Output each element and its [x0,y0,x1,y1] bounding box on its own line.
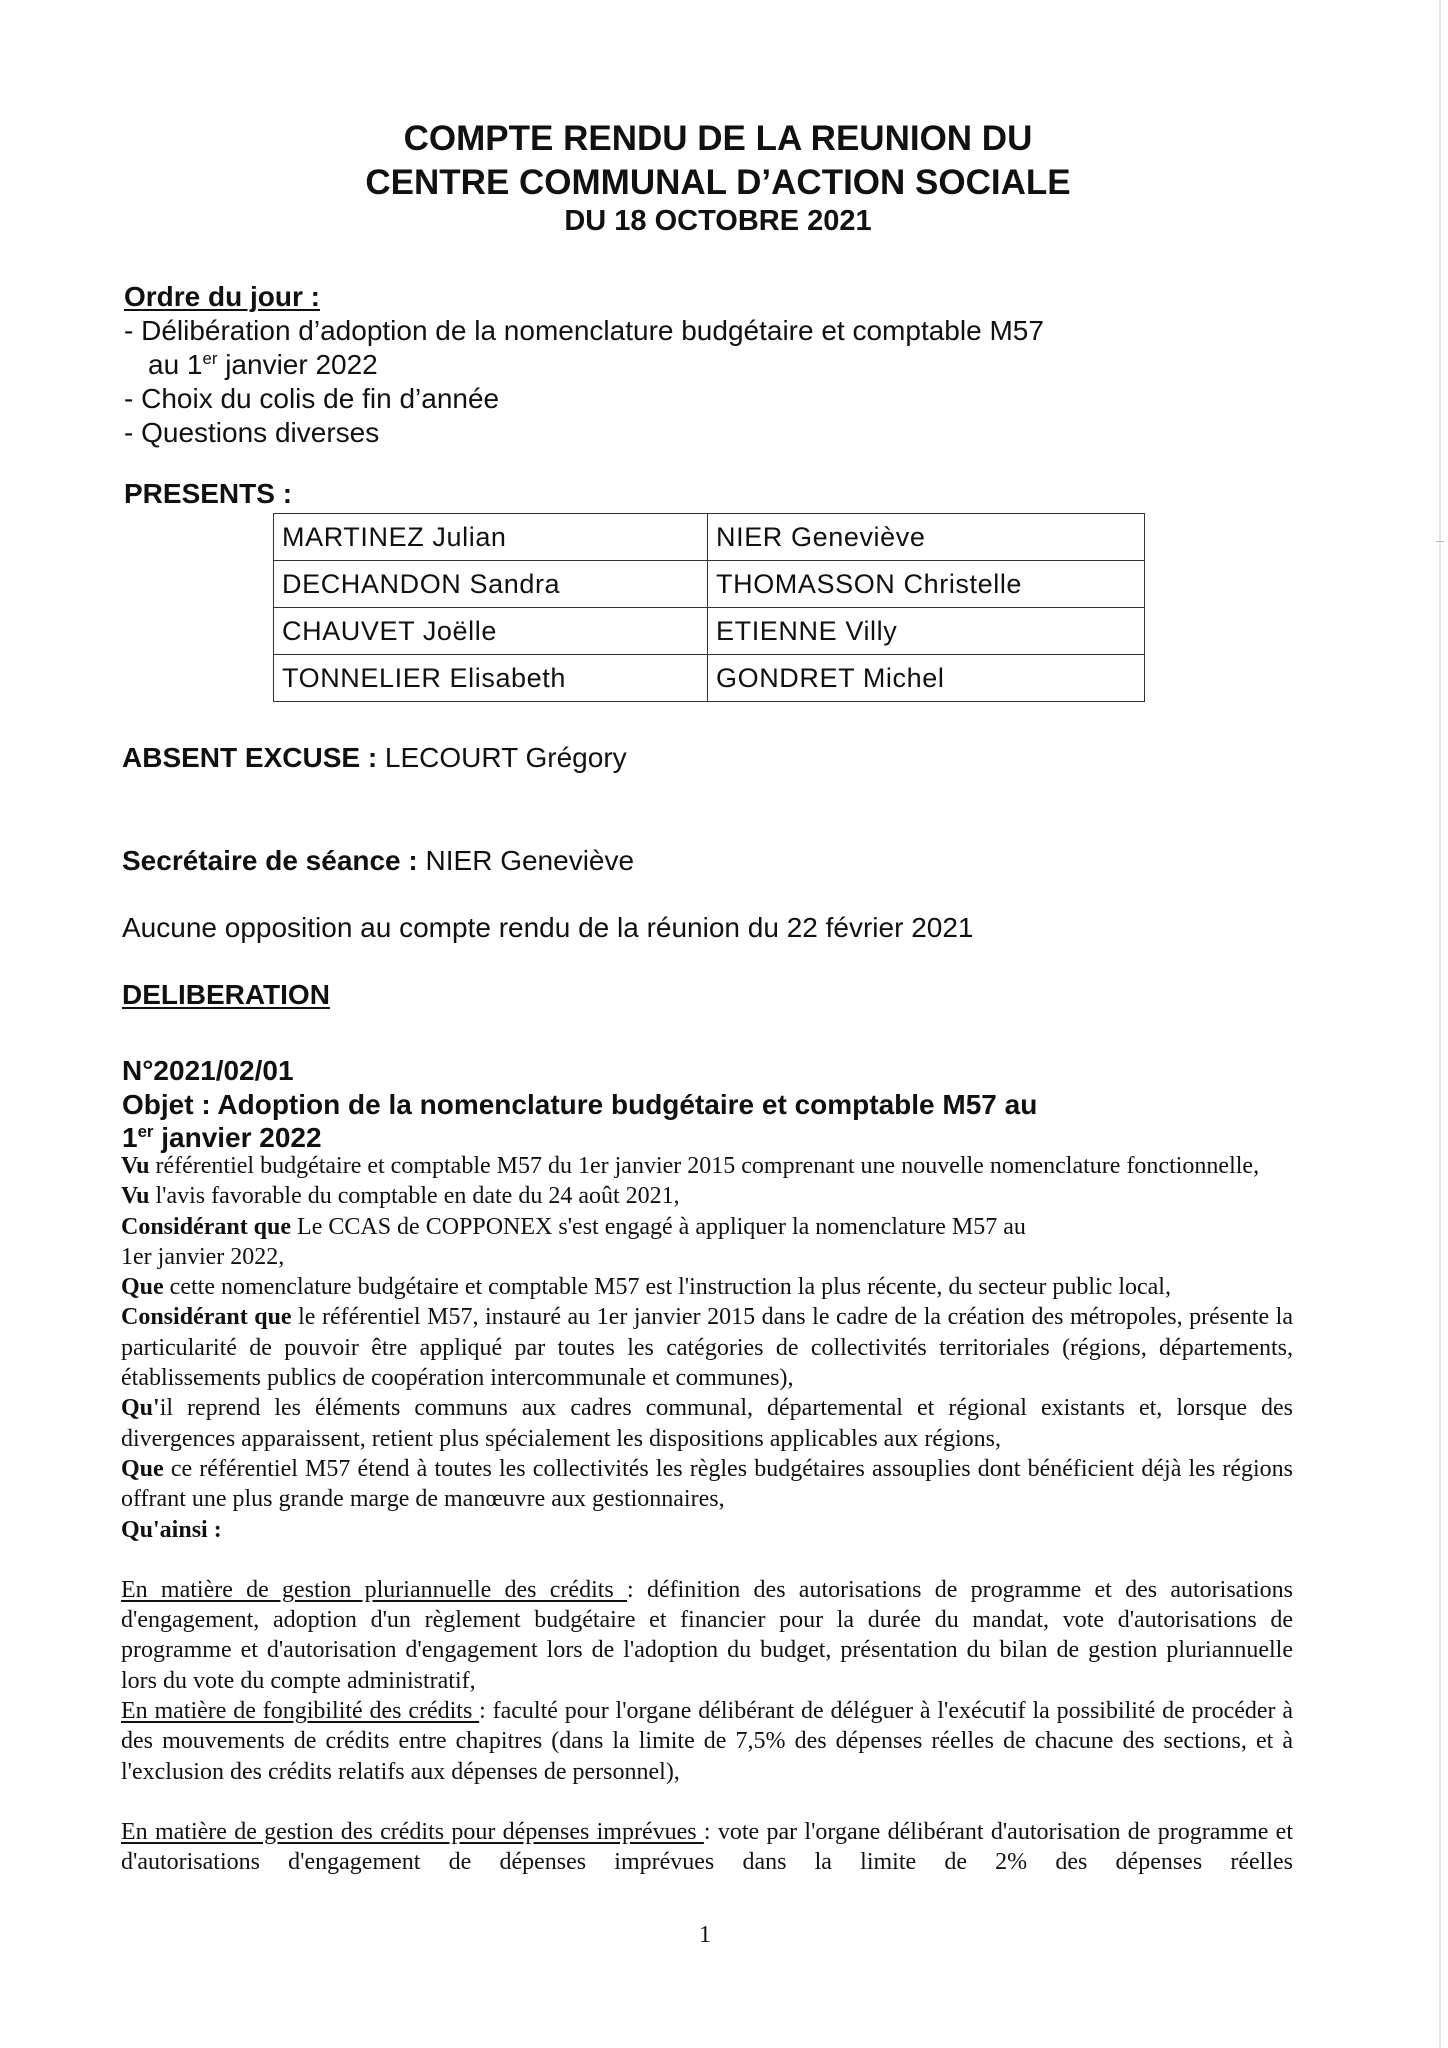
absent-value: LECOURT Grégory [377,742,627,773]
deliberation-object: Objet : Adoption de la nomenclature budgétaire et comptable M57 au [122,1089,1038,1120]
clause [121,1181,1293,1211]
clause-lead: Vu [121,1183,150,1210]
page-number: 1 [699,1922,711,1948]
clause-lead: Que [121,1274,164,1301]
agenda-item-2: - Choix du colis de fin d’année [124,383,500,414]
agenda-item-1-text: - Délibération d’adoption de la nomenclature budgétaire et comptable M57 [124,315,1044,346]
absent-line [122,741,627,775]
agenda-item-1-cont-text: au 1 [148,349,203,380]
clause-text: Le CCAS de COPPONEX s'est engagé à appliquer la nomenclature M57 au [291,1213,1026,1240]
clause-lead: Considérant que [121,1304,292,1331]
ordinal-superscript: er [137,1121,154,1141]
agenda-item-1-date: janvier 2022 [217,349,378,380]
attendee-name: CHAUVET Joëlle [274,608,708,655]
clause-text: cette nomenclature budgétaire et comptable M57 est l'instruction la plus récente, du secteur public local, [163,1274,1171,1301]
scan-edge-mark [1436,541,1444,542]
scan-edge-line [1439,0,1441,2048]
clause [121,1393,1293,1454]
clause-text: référentiel budgétaire et comptable M57 du 1er janvier 2015 comprenant une nouvelle nomenclature fonctionnelle, [149,1153,1260,1179]
attendee-name: THOMASSON Christelle [708,561,1145,608]
deliberation-object-date [122,1121,322,1155]
no-opposition-statement: Aucune opposition au compte rendu de la réunion du 22 février 2021 [122,912,974,943]
clause-lead: Considérant que [121,1213,292,1240]
provision-text: : faculté pour l'organe délibérant de déléguer à l'exécutif la possibilité de procéder à des mouvements de crédits entre chapitres (dans la limite de 7,5% des dépenses réelles de chacune des sections, et à l'exclusion des crédits relatifs aux dépenses de personnel), [121,1698,1293,1785]
clause-text: il reprend les éléments communs aux cadres communal, départemental et régional existants et, lorsque des divergences apparaissent, retient plus spécialement les dispositions applicables aux régions, [121,1395,1293,1452]
attendee-name: DECHANDON Sandra [274,561,708,608]
provision [121,1575,1293,1696]
clause [121,1515,1293,1545]
clause [121,1212,1293,1273]
table-row [274,655,1145,702]
provision-text: : définition des autorisations de programme et des autorisations d'engagement, adoption d'un règlement budgétaire et financier pour la durée du mandat, vote d'autorisations de programme et d'autorisation d'engagement lors de l'adoption du budget, présentation du bilan de gestion pluriannuelle lors du vote du compte administratif, [121,1576,1293,1694]
table-row [274,514,1145,561]
provision [121,1696,1293,1787]
clause [121,1454,1293,1515]
table-row [274,561,1145,608]
provision-heading: En matière de gestion des crédits pour dépenses imprévues [121,1818,704,1845]
provision [121,1817,1293,1878]
provision-heading: En matière de gestion pluriannuelle des crédits [121,1576,628,1603]
object-date-rest: janvier 2022 [153,1122,322,1153]
agenda-item-3: - Questions diverses [124,417,380,448]
paragraph-gap [121,1545,1293,1575]
document-title-line-1: COMPTE RENDU DE LA REUNION DU [403,119,1033,158]
absent-label: ABSENT EXCUSE : [122,742,378,773]
table-row [274,608,1145,655]
attendee-name: ETIENNE Villy [708,608,1145,655]
clause [121,1151,1293,1181]
clause-text: le référentiel M57, instauré au 1er janvier 2015 dans le cadre de la création des métropoles, présente la particularité de pouvoir être appliqué par toutes les catégories de collectivités territoriales (régions, départements, établissements publics de coopération intercommunale et communes), [121,1304,1293,1392]
paragraph-gap [121,1787,1293,1817]
ordinal-superscript: er [202,348,218,368]
deliberation-body [121,1151,1293,1878]
attendee-name: MARTINEZ Julian [274,514,708,561]
clause-lead: Vu [121,1153,150,1179]
clause-text-continued: 1er janvier 2022, [121,1243,285,1270]
clause-lead: Qu' [121,1395,160,1422]
secretary-value: NIER Geneviève [417,845,635,876]
attendee-name: GONDRET Michel [708,655,1145,702]
agenda-item-1-continued [124,348,1044,382]
deliberation-number: N°2021/02/01 [122,1055,294,1086]
secretary-line [122,844,634,878]
agenda-heading: Ordre du jour : [124,281,320,312]
clause-lead: Que [121,1455,164,1482]
attendee-name: NIER Geneviève [708,514,1145,561]
clause-lead: Qu'ainsi : [121,1516,222,1543]
presents-table [273,513,1145,702]
agenda-item-1 [124,314,1044,348]
attendee-name: TONNELIER Elisabeth [274,655,708,702]
clause [121,1302,1293,1393]
agenda-section [124,280,1044,450]
presents-heading: PRESENTS : [124,478,293,509]
provision-text: : vote par l'organe délibérant d'autorisation de programme et d'autorisations d'engagement de dépenses imprévues dans la limite de 2% des dépenses réelles [121,1818,1293,1876]
document-title-date: DU 18 OCTOBRE 2021 [564,205,872,237]
object-date-day: 1 [122,1122,138,1153]
provision-heading: En matière de fongibilité des crédits [121,1698,480,1725]
clause-text: l'avis favorable du comptable en date du 24 août 2021, [149,1183,680,1210]
clause-text: ce référentiel M57 étend à toutes les collectivités les règles budgétaires assouplies dont bénéficient déjà les régions offrant une plus grande marge de manœuvre aux gestionnaires, [121,1455,1293,1513]
secretary-label: Secrétaire de séance : [122,845,418,876]
deliberation-heading: DELIBERATION [122,979,330,1010]
document-title-line-2: CENTRE COMMUNAL D’ACTION SOCIALE [365,163,1071,202]
clause [121,1272,1293,1302]
